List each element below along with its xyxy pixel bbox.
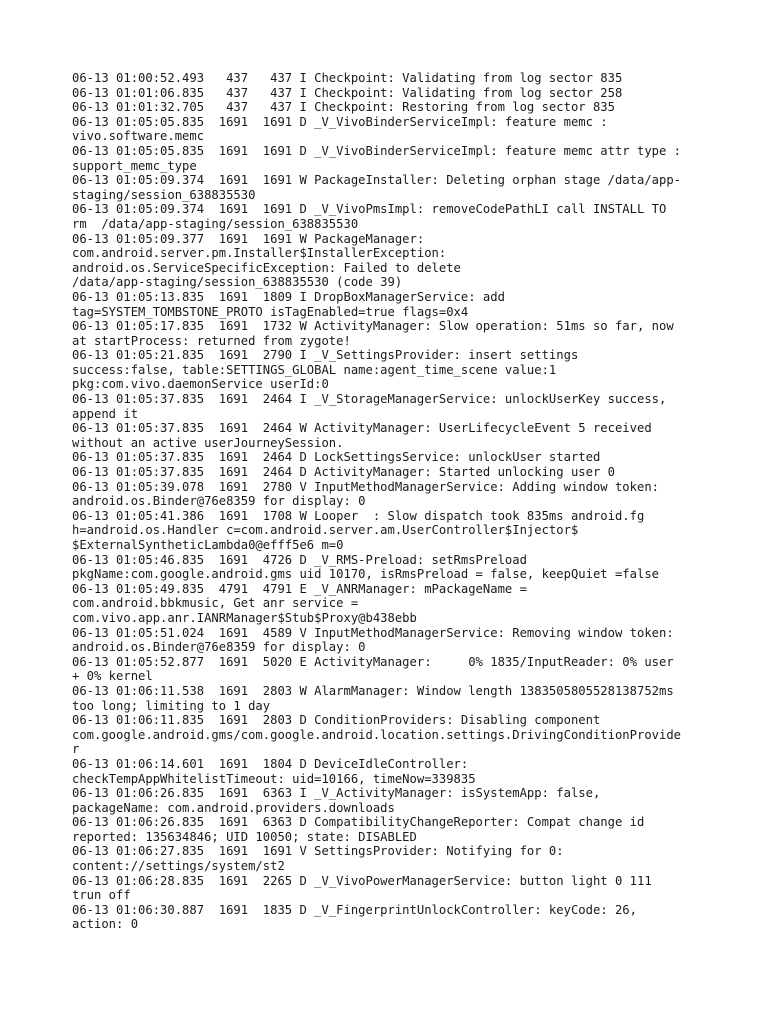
log-line: 06-13 01:06:30.887 1691 1835 D _V_FingerprintUnlockController: keyCode: 26,: [72, 902, 637, 917]
log-line: 06-13 01:05:21.835 1691 2790 I _V_SettingsProvider: insert settings: [72, 348, 579, 363]
log-line: pkg:com.vivo.daemonService userId:0: [72, 377, 329, 392]
log-line: android.os.Binder@76e8359 for display: 0: [72, 640, 366, 655]
log-line: 06-13 01:05:46.835 1691 4726 D _V_RMS-Preload: setRmsPreload: [72, 552, 527, 567]
log-line: 06-13 01:05:39.078 1691 2780 V InputMethodManagerService: Adding window token:: [72, 479, 659, 494]
log-line: 06-13 01:06:26.835 1691 6363 I _V_ActivityManager: isSystemApp: false,: [72, 786, 601, 801]
log-line: /data/app-staging/session_638835530 (code 39): [72, 275, 403, 290]
log-line: 06-13 01:05:49.835 4791 4791 E _V_ANRManager: mPackageName =: [72, 581, 527, 596]
log-line: trun off: [72, 888, 131, 903]
log-line: 06-13 01:05:37.835 1691 2464 I _V_StorageManagerService: unlockUserKey success,: [72, 392, 667, 407]
log-line: 06-13 01:05:52.877 1691 5020 E ActivityManager: 0% 1835/InputReader: 0% user: [72, 654, 674, 669]
log-line: 06-13 01:05:05.835 1691 1691 D _V_VivoBinderServiceImpl: feature memc :: [72, 114, 608, 129]
log-text-block: [72, 71, 704, 932]
log-line: 06-13 01:05:09.374 1691 1691 D _V_VivoPmsImpl: removeCodePathLI call INSTALL TO: [72, 202, 667, 217]
log-line: pkgName:com.google.android.gms uid 10170, isRmsPreload = false, keepQuiet =false: [72, 567, 659, 582]
log-line: 06-13 01:05:37.835 1691 2464 D LockSettingsService: unlockUser started: [72, 450, 601, 465]
log-line: 06-13 01:05:37.835 1691 2464 W ActivityManager: UserLifecycleEvent 5 received: [72, 421, 652, 436]
log-line: vivo.software.memc: [72, 129, 205, 144]
log-line: 06-13 01:05:37.835 1691 2464 D ActivityManager: Started unlocking user 0: [72, 465, 615, 480]
log-line: 06-13 01:00:52.493 437 437 I Checkpoint: Validating from log sector 835: [72, 71, 623, 85]
log-line: r: [72, 742, 80, 757]
log-line: 06-13 01:06:11.835 1691 2803 D ConditionProviders: Disabling component: [72, 713, 601, 728]
log-line: 06-13 01:05:41.386 1691 1708 W Looper : Slow dispatch took 835ms android.fg: [72, 508, 645, 523]
log-line: 06-13 01:05:13.835 1691 1809 I DropBoxManagerService: add: [72, 289, 505, 304]
log-line: 06-13 01:01:06.835 437 437 I Checkpoint: Validating from log sector 258: [72, 85, 623, 100]
log-line: android.os.Binder@76e8359 for display: 0: [72, 494, 366, 509]
log-line: content://settings/system/st2: [72, 859, 285, 874]
log-line: + 0% kernel: [72, 669, 153, 684]
log-line: com.android.server.pm.Installer$InstallerException:: [72, 246, 447, 261]
log-line: com.android.bbkmusic, Get anr service =: [72, 596, 359, 611]
log-line: h=android.os.Handler c=com.android.server.am.UserController$Injector$: [72, 523, 579, 538]
log-line: action: 0: [72, 917, 139, 932]
log-line: tag=SYSTEM_TOMBSTONE_PROTO isTagEnabled=true flags=0x4: [72, 304, 469, 319]
log-line: 06-13 01:06:26.835 1691 6363 D CompatibilityChangeReporter: Compat change id: [72, 815, 645, 830]
log-line: 06-13 01:01:32.705 437 437 I Checkpoint: Restoring from log sector 835: [72, 100, 615, 115]
log-line: 06-13 01:06:27.835 1691 1691 V SettingsProvider: Notifying for 0:: [72, 844, 564, 859]
log-line: 06-13 01:06:11.538 1691 2803 W AlarmManager: Window length 1383505805528138752ms: [72, 683, 674, 698]
log-line: 06-13 01:05:09.374 1691 1691 W PackageInstaller: Deleting orphan stage /data/app-: [72, 173, 682, 188]
log-line: com.google.android.gms/com.google.android.location.settings.DrivingConditionProvide: [72, 727, 682, 742]
log-line: 06-13 01:05:05.835 1691 1691 D _V_VivoBinderServiceImpl: feature memc attr type :: [72, 143, 682, 158]
log-line: support_memc_type: [72, 158, 197, 173]
log-line: 06-13 01:05:17.835 1691 1732 W ActivityManager: Slow operation: 51ms so far, now: [72, 319, 674, 334]
log-line: rm /data/app-staging/session_638835530: [72, 216, 359, 231]
log-line: too long; limiting to 1 day: [72, 698, 271, 713]
log-line: com.vivo.app.anr.IANRManager$Stub$Proxy@b438ebb: [72, 610, 417, 625]
log-line: packageName: com.android.providers.downloads: [72, 800, 395, 815]
log-line: 06-13 01:05:09.377 1691 1691 W PackageManager:: [72, 231, 425, 246]
log-line: checkTempAppWhitelistTimeout: uid=10166, timeNow=339835: [72, 771, 476, 786]
log-line: android.os.ServiceSpecificException: Failed to delete: [72, 260, 461, 275]
log-line: 06-13 01:05:51.024 1691 4589 V InputMethodManagerService: Removing window token:: [72, 625, 674, 640]
log-line: success:false, table:SETTINGS_GLOBAL name:agent_time_scene value:1: [72, 362, 557, 377]
log-line: 06-13 01:06:28.835 1691 2265 D _V_VivoPowerManagerService: button light 0 111: [72, 873, 652, 888]
log-line: append it: [72, 406, 139, 421]
log-line: at startProcess: returned from zygote!: [72, 333, 351, 348]
log-line: reported: 135634846; UID 10050; state: DISABLED: [72, 829, 417, 844]
log-line: 06-13 01:06:14.601 1691 1804 D DeviceIdleController:: [72, 756, 469, 771]
log-line: $ExternalSyntheticLambda0@efff5e6 m=0: [72, 538, 344, 552]
log-line: without an active userJourneySession.: [72, 435, 344, 450]
log-line: staging/session_638835530: [72, 187, 256, 202]
